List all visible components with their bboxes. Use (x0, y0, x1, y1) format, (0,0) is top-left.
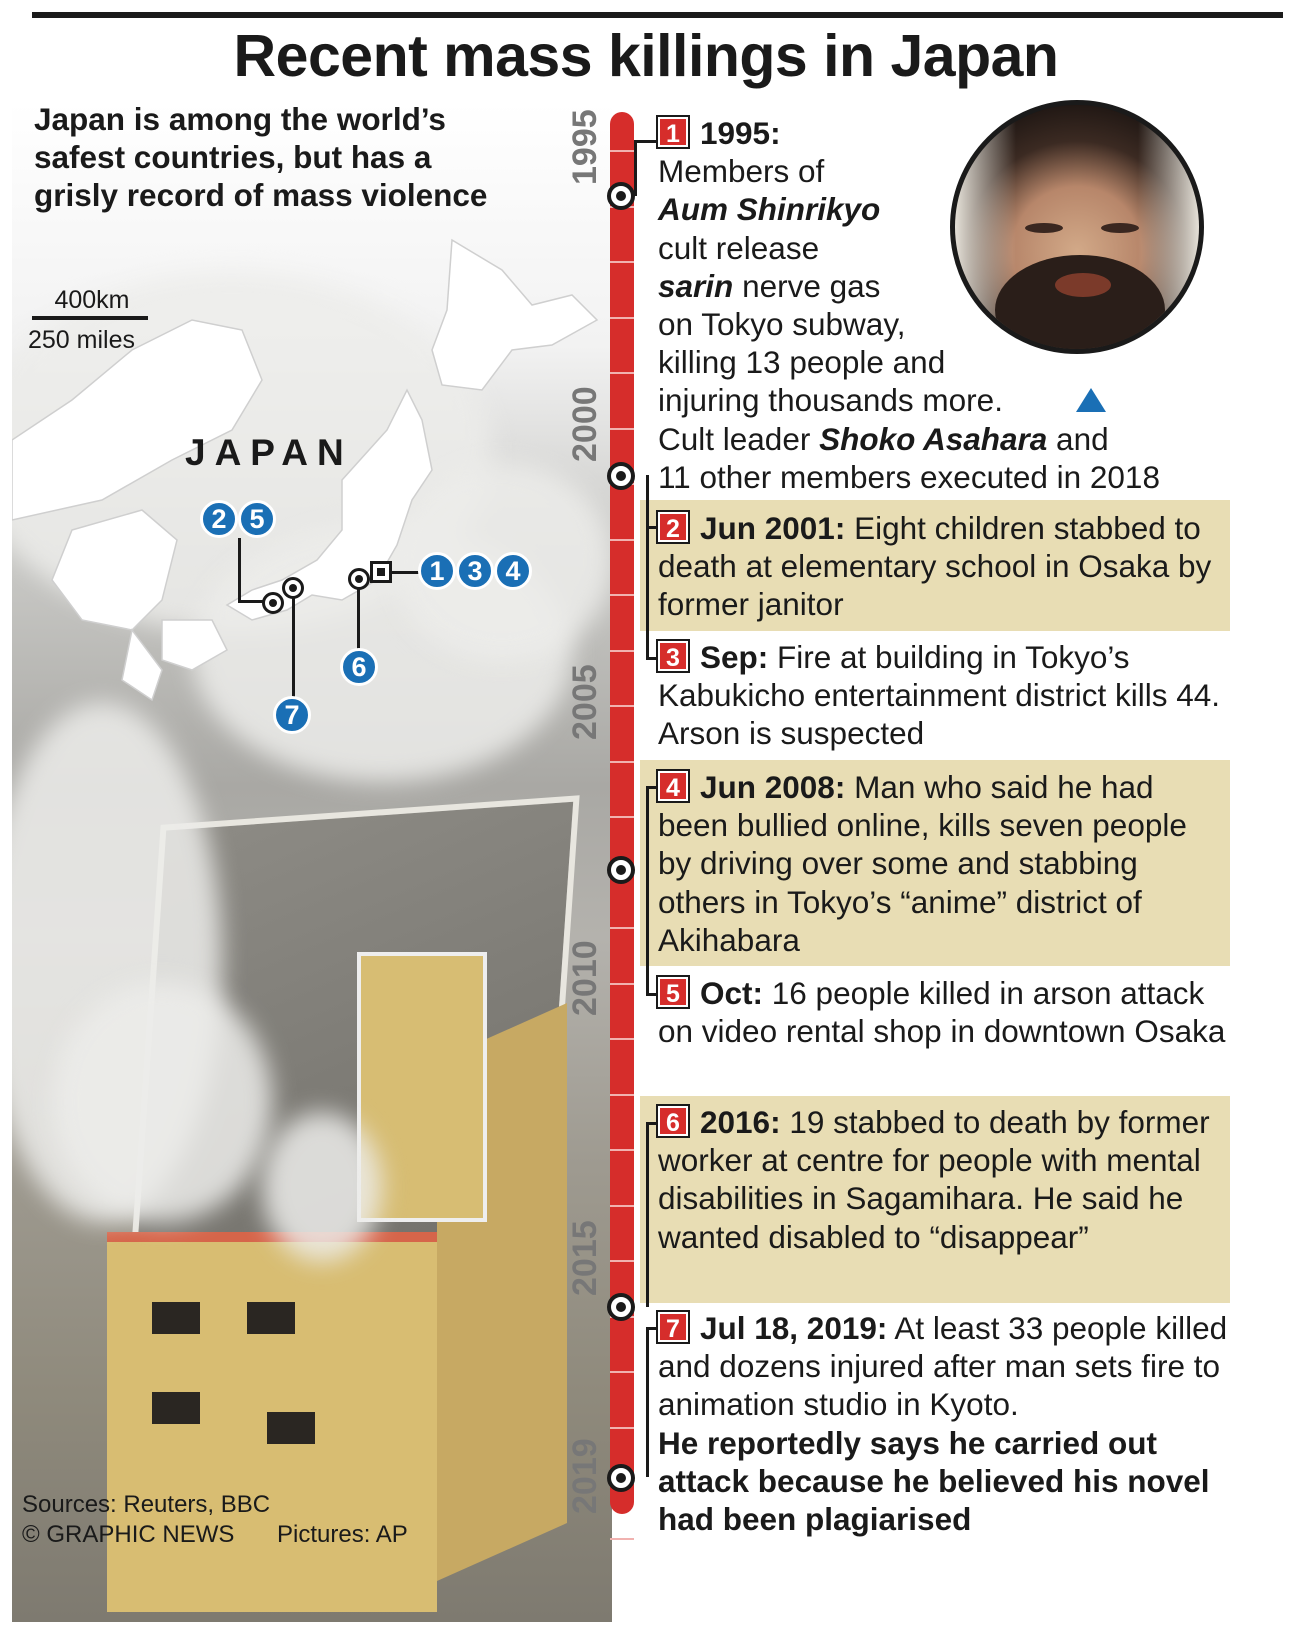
timeline-tick (610, 594, 634, 596)
connector (646, 1122, 649, 1307)
timeline-dot-2019 (607, 1464, 635, 1492)
intro-text: Japan is among the world’s safest countries, but has a grisly record of mass violence (34, 101, 488, 213)
map-marker-3: 3 (456, 552, 494, 590)
sources-credit: Sources: Reuters, BBC (22, 1491, 271, 1518)
event-5-text: 16 people killed in arson attack on video rental shop in downtown Osaka (658, 975, 1226, 1050)
event-1-line: cult release (658, 229, 820, 266)
timeline-tick (610, 1260, 634, 1262)
map-marker-5: 5 (238, 500, 276, 538)
event-5-date: Oct: (700, 975, 763, 1011)
photo-window (152, 1392, 200, 1424)
event-7-text: At least 33 people killed and dozens injured after man sets fire to animation studio in Kyoto. (658, 1310, 1228, 1423)
event-1-leader-name: Shoko Asahara (819, 420, 1048, 457)
event-7-number: 7 (658, 1312, 688, 1342)
timeline-tick (610, 261, 634, 263)
timeline-dot-1995 (607, 182, 635, 210)
event-5-number: 5 (658, 977, 688, 1007)
timeline-tick (610, 428, 634, 430)
event-1-date: 1995: (700, 115, 781, 151)
location-square-icon (370, 561, 392, 583)
connector (646, 475, 649, 660)
event-2-text: Eight children stabbed to death at elementary school in Osaka by former janitor (658, 510, 1212, 623)
marker-leader (238, 538, 241, 602)
location-ring-icon (282, 577, 304, 599)
scale-km-label: 400km (54, 286, 130, 314)
timeline-dot-2008 (607, 856, 635, 884)
event-7 (658, 1309, 1228, 1538)
connector (634, 140, 637, 196)
event-7-date: Jul 18, 2019: (700, 1310, 888, 1346)
connector (646, 786, 649, 996)
map-marker-1: 1 (418, 552, 456, 590)
timeline-tick (610, 372, 634, 374)
timeline-tick (610, 1149, 634, 1151)
timeline-tick (610, 1205, 634, 1207)
year-label-2010: 2010 (566, 940, 604, 1016)
photo-window (247, 1302, 295, 1334)
map-marker-7: 7 (273, 696, 311, 734)
pictures-credit: Pictures: AP (277, 1521, 408, 1548)
year-label-2005: 2005 (566, 664, 604, 740)
event-6-date: 2016: (700, 1104, 781, 1140)
map-marker-6: 6 (340, 648, 378, 686)
event-1-continued (658, 305, 1228, 496)
japan-map (12, 200, 612, 760)
event-1-sarin: sarin (658, 267, 734, 304)
marker-leader (357, 588, 360, 650)
timeline-tick (610, 1538, 634, 1540)
event-6 (658, 1103, 1228, 1256)
timeline-tick (610, 705, 634, 707)
year-label-2019: 2019 (566, 1438, 604, 1514)
event-1-line: 11 other members executed in 2018 (658, 458, 1160, 495)
location-ring-icon (348, 568, 370, 590)
event-7-bold-text: He reportedly says he carried out attack because he believed his novel had been plagiarised (658, 1424, 1210, 1538)
timeline-tick (610, 1427, 634, 1429)
timeline-tick (610, 650, 634, 652)
event-3-text: Fire at building in Tokyo’s Kabukicho entertainment district kills 44. Arson is suspected (658, 639, 1221, 752)
timeline-tick (610, 1038, 634, 1040)
event-2 (658, 509, 1228, 624)
event-1-line: nerve gas (742, 267, 881, 304)
event-1 (658, 114, 948, 305)
timeline-tick (610, 1371, 634, 1373)
event-1-line: on Tokyo subway, (658, 306, 906, 342)
portrait-mouth (1055, 273, 1111, 297)
timeline-dot-2016 (607, 1293, 635, 1321)
credits (22, 1490, 408, 1550)
japan-label: JAPAN (185, 432, 353, 473)
event-4 (658, 768, 1228, 959)
scale-bar (32, 316, 148, 320)
event-1-line: Cult leader (658, 420, 811, 457)
photo-facade (107, 1232, 437, 1612)
photo-window (267, 1412, 315, 1444)
portrait-eye (1025, 223, 1063, 233)
event-2-number: 2 (658, 512, 688, 542)
event-5 (658, 974, 1228, 1050)
photo-window (152, 1302, 200, 1334)
event-2-date: Jun 2001: (700, 510, 846, 546)
timeline-tick (610, 927, 634, 929)
timeline-tick (610, 539, 634, 541)
portrait-eye (1101, 223, 1139, 233)
event-1-number: 1 (658, 117, 688, 147)
event-1-line: injuring thousands more. (658, 382, 1003, 419)
timeline-tick (610, 983, 634, 985)
event-1-line: and (1056, 420, 1109, 457)
photo-smoke (262, 1112, 382, 1262)
timeline-tick (610, 816, 634, 818)
copyright-credit: © GRAPHIC NEWS (22, 1521, 235, 1548)
scale-miles-label: 250 miles (28, 326, 135, 354)
event-3 (658, 638, 1228, 753)
year-label-1995: 1995 (566, 109, 604, 185)
location-ring-icon (262, 592, 284, 614)
event-4-date: Jun 2008: (700, 769, 846, 805)
year-label-2015: 2015 (566, 1220, 604, 1296)
map-marker-2: 2 (200, 500, 238, 538)
event-3-date: Sep: (700, 639, 769, 675)
year-label-2000: 2000 (566, 386, 604, 462)
marker-leader (292, 597, 295, 697)
map-marker-4: 4 (494, 552, 532, 590)
event-4-text: Man who said he had been bullied online, kills seven people by driving over some and stabbing others in Tokyo’s “anime” district of Akihabara (658, 769, 1187, 958)
page-title: Recent mass killings in Japan (233, 23, 1059, 89)
timeline-tick (610, 150, 634, 152)
event-6-number: 6 (658, 1106, 688, 1136)
photo-smoke (52, 982, 272, 1222)
event-1-line: killing 13 people and (658, 344, 946, 381)
top-rule (32, 12, 1283, 18)
event-4-number: 4 (658, 771, 688, 801)
event-6-text: 19 stabbed to death by former worker at centre for people with mental disabilities in Sagamihara. He said he wanted disabled to “disappear” (658, 1104, 1210, 1255)
timeline-tick (610, 317, 634, 319)
timeline-dot-2001 (607, 462, 635, 490)
timeline-tick (610, 1094, 634, 1096)
event-1-line: Members of (658, 153, 825, 190)
connector (646, 1327, 649, 1477)
event-3-number: 3 (658, 641, 688, 671)
timeline-tick (610, 761, 634, 763)
event-1-cult-name: Aum Shinrikyo (658, 191, 881, 228)
